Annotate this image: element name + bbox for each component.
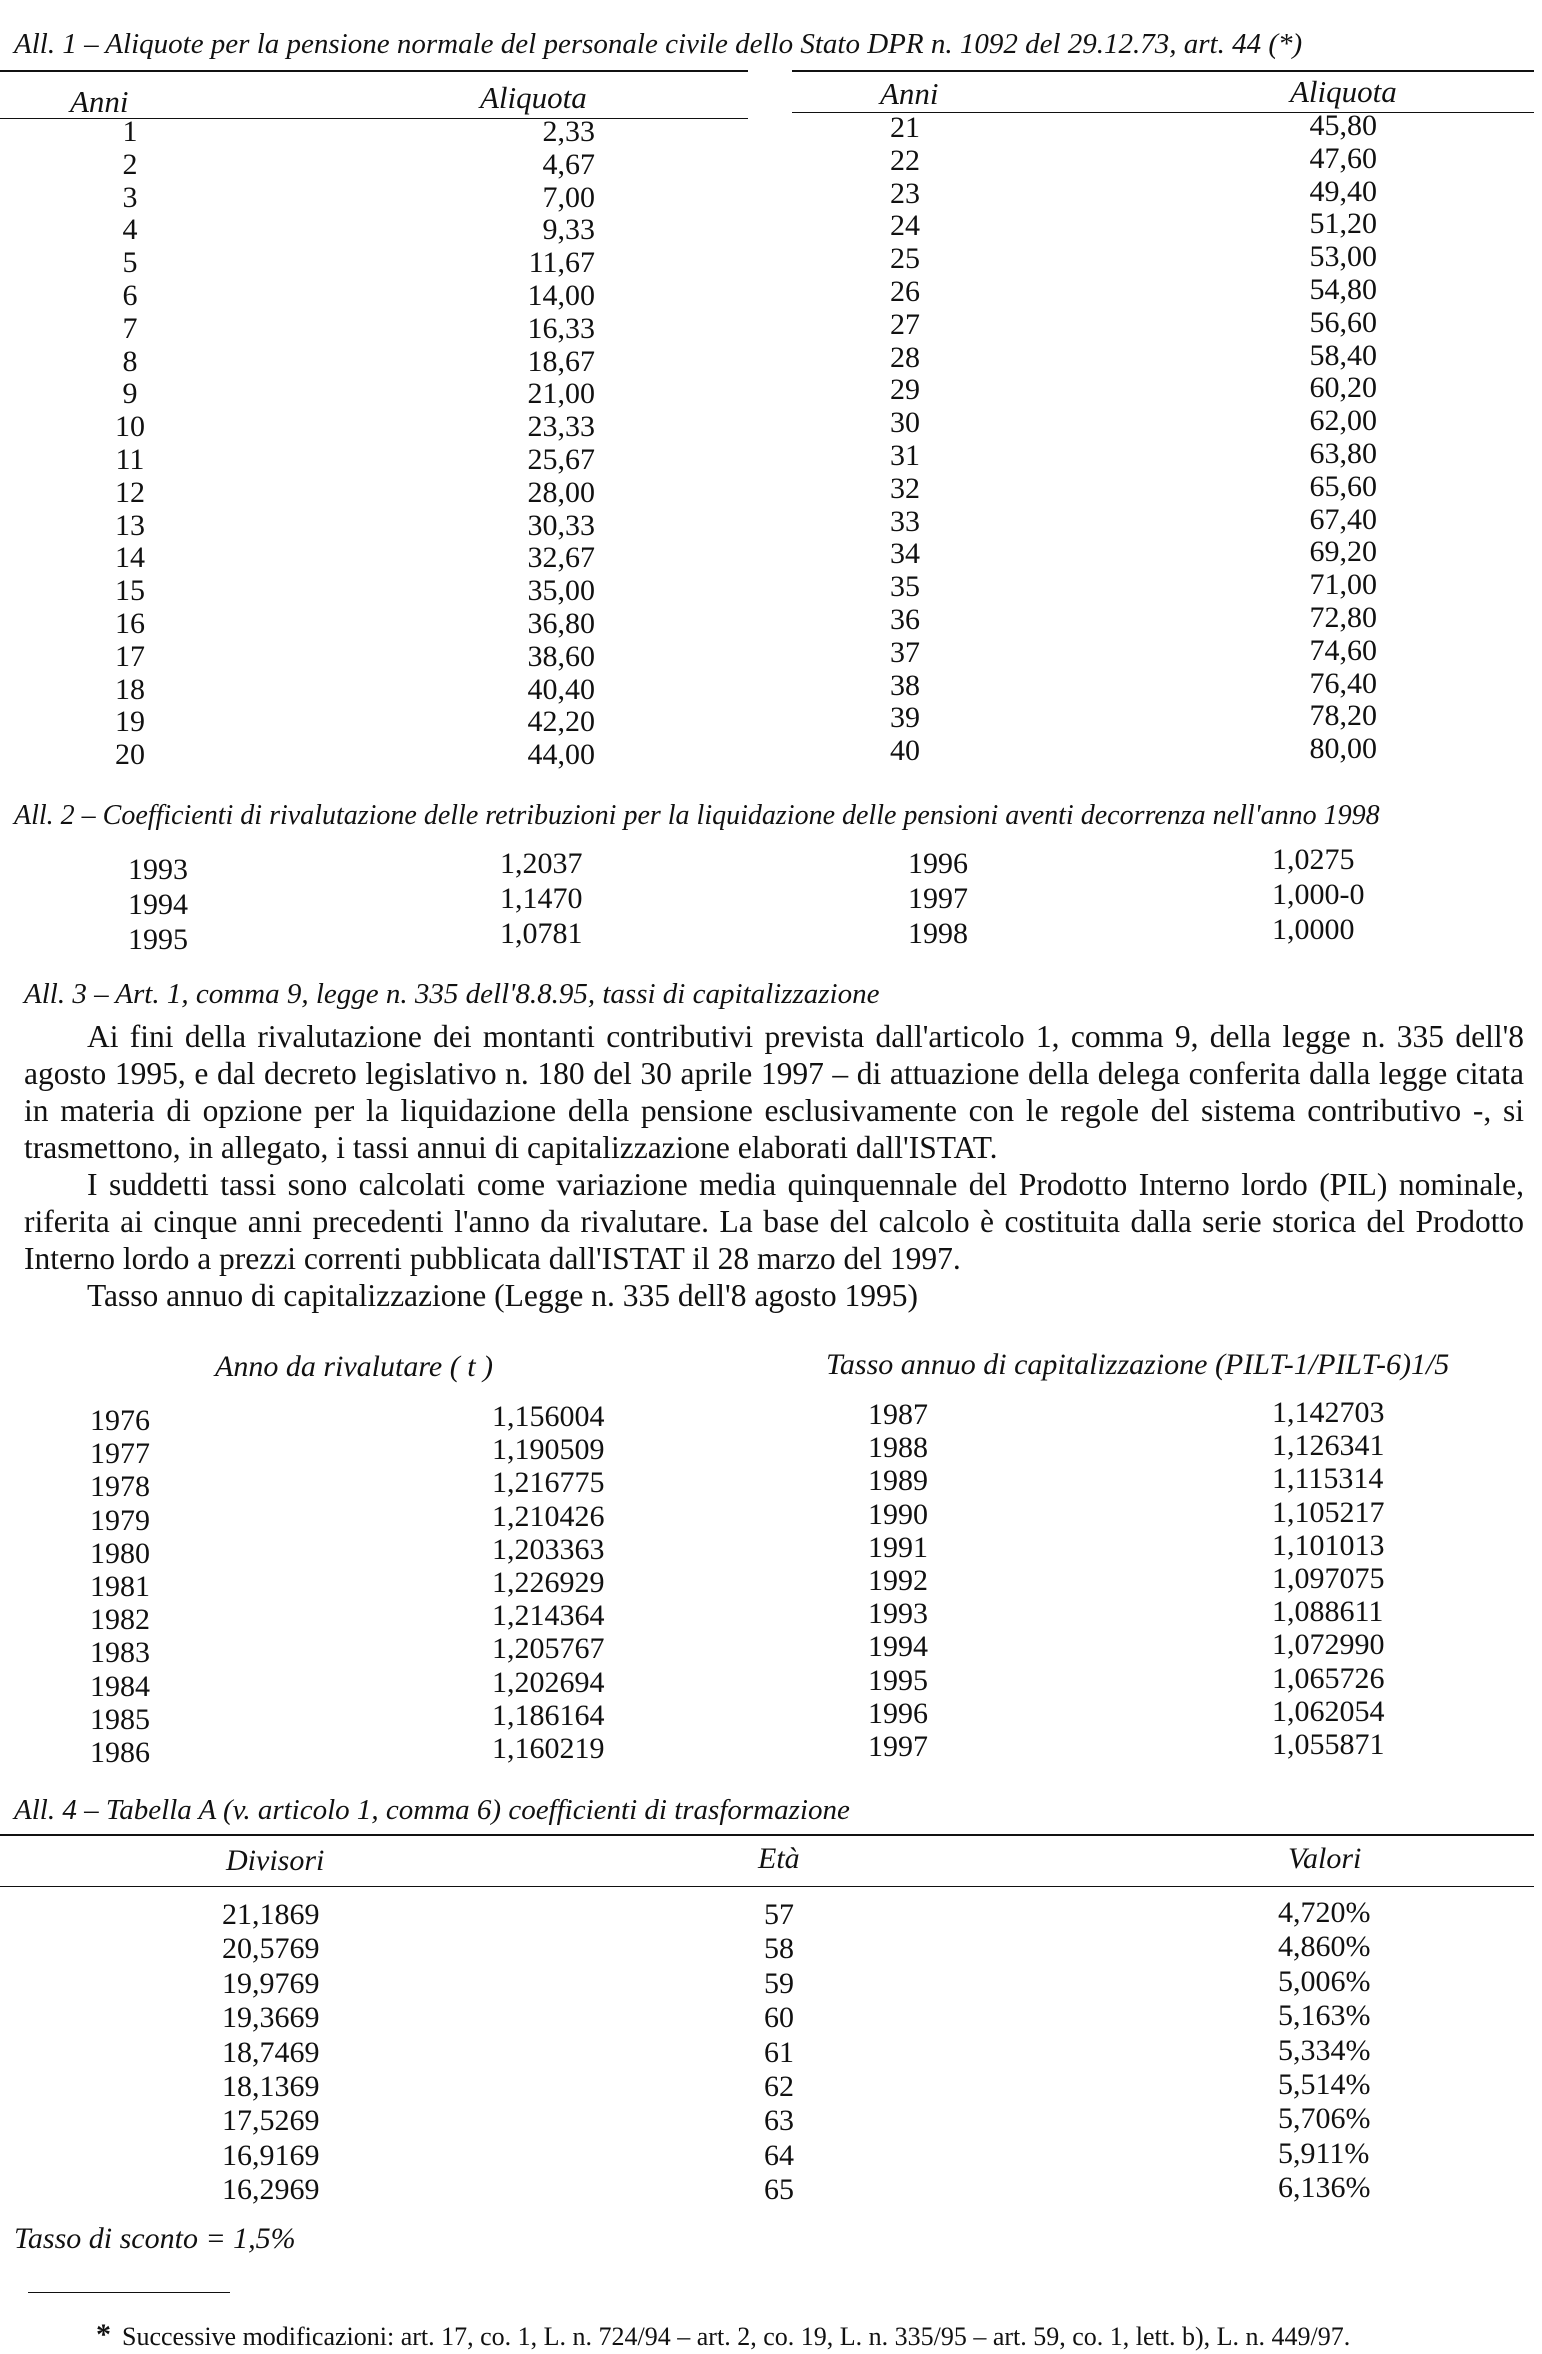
all4-valori-column	[1278, 1896, 1371, 2206]
table-cell: 2	[122, 147, 138, 181]
all1-header-anni-left: Anni	[70, 84, 129, 119]
table-cell: 61	[764, 2035, 794, 2069]
table-cell: 2,33	[542, 115, 595, 148]
table-cell: 63,80	[1309, 436, 1377, 470]
all3-paragraph-3: Tasso annuo di capitalizzazione (Legge n. 335 dell'8 agosto 1995)	[87, 1278, 918, 1313]
table-cell: 19,9769	[222, 1966, 320, 2000]
all1-caption: All. 1 – Aliquote per la pensione normale del personale civile dello Stato DPR n. 1092 del 29.12.73, art. 44 (*)	[14, 28, 1303, 60]
table-cell: 1991	[868, 1530, 928, 1564]
table-cell: 47,60	[1309, 141, 1377, 175]
table-cell: 1990	[868, 1497, 928, 1531]
table-cell: 4,720%	[1278, 1896, 1371, 1929]
table-cell: 10	[115, 410, 145, 444]
table-cell: 74,60	[1309, 633, 1377, 667]
table-cell: 8	[122, 344, 138, 378]
table-cell: 29	[890, 373, 920, 407]
table-cell: 76,40	[1309, 666, 1377, 700]
all4-caption: All. 4 – Tabella A (v. articolo 1, comma 6) coefficienti di trasformazione	[14, 1794, 850, 1826]
table-cell: 1977	[90, 1437, 150, 1471]
all2-right-years	[908, 846, 968, 951]
all3-paragraph-1: Ai fini della rivalutazione dei montanti contributivi prevista dall'articolo 1, comma 9, della legge n. 335 dell'8 agosto 1995, e dal decreto legislativo n. 180 del 30 aprile 1997 – di attuazione della delega conferita dalla legge citata in materia di opzione per la liquidazione della pensione esclusivamente con le regole del sistema contributivo -, si trasmettono, in allegato, i tassi annui di capitalizzazione elaborati dall'ISTAT.	[24, 1019, 1524, 1165]
table-cell: 45,80	[1309, 109, 1377, 142]
table-cell: 35	[890, 570, 920, 604]
table-cell: 11	[115, 442, 145, 476]
table-cell: 1,210426	[492, 1499, 605, 1533]
table-cell: 16,9169	[222, 2138, 320, 2172]
table-cell: 1,205767	[492, 1632, 605, 1666]
table-cell: 14,00	[527, 278, 595, 312]
table-cell: 18,1369	[222, 2069, 320, 2103]
table-cell: 7,00	[542, 180, 595, 214]
table-cell: 4,860%	[1278, 1930, 1371, 1964]
all1-rule-top-right	[792, 70, 1534, 72]
table-cell: 60,20	[1309, 371, 1377, 405]
table-cell: 1,156004	[492, 1400, 605, 1433]
table-cell: 1,000-0	[1272, 878, 1365, 911]
table-cell: 51,20	[1309, 207, 1377, 241]
table-cell: 63	[764, 2104, 794, 2138]
table-cell: 1,105217	[1272, 1495, 1385, 1529]
table-cell: 1989	[868, 1464, 928, 1498]
table-cell: 1,214364	[492, 1599, 605, 1633]
table-cell: 5	[122, 246, 138, 280]
all2-left-years	[128, 852, 188, 957]
table-cell: 21	[890, 111, 920, 144]
table-cell: 42,20	[527, 705, 595, 739]
table-cell: 5,006%	[1278, 1964, 1371, 1998]
table-cell: 1978	[90, 1470, 150, 1504]
table-cell: 80,00	[1309, 732, 1377, 766]
tasso-di-sconto: Tasso di sconto = 1,5%	[14, 2222, 296, 2255]
table-cell: 1,216775	[492, 1466, 605, 1500]
table-cell: 26	[890, 274, 920, 308]
table-cell: 1976	[90, 1404, 150, 1437]
table-cell: 25,67	[527, 442, 595, 476]
table-cell: 3	[122, 180, 138, 214]
table-cell: 62,00	[1309, 404, 1377, 438]
table-cell: 4	[122, 213, 138, 247]
table-cell: 1981	[90, 1569, 150, 1603]
table-cell: 1997	[908, 882, 968, 915]
table-cell: 1,142703	[1272, 1396, 1385, 1429]
table-cell: 30,33	[527, 508, 595, 542]
table-cell: 1982	[90, 1603, 150, 1637]
table-cell: 1993	[128, 853, 188, 886]
table-cell: 18,7469	[222, 2035, 320, 2069]
table-cell: 1993	[868, 1597, 928, 1631]
table-cell: 7	[122, 311, 138, 345]
table-cell: 65	[764, 2173, 794, 2207]
table-cell: 16,33	[527, 311, 595, 345]
all1-header-aliquota-right: Aliquota	[1290, 74, 1397, 109]
table-cell: 1,072990	[1272, 1628, 1385, 1662]
table-cell: 9	[122, 377, 138, 411]
table-cell: 1,0781	[500, 917, 583, 950]
table-cell: 1,115314	[1272, 1462, 1384, 1496]
table-cell: 44,00	[527, 738, 595, 772]
all4-header-valori: Valori	[1288, 1842, 1362, 1875]
table-cell: 49,40	[1309, 174, 1377, 208]
table-cell: 1,126341	[1272, 1429, 1385, 1463]
all1-right-anni-column	[865, 112, 945, 768]
table-cell: 23,33	[527, 410, 595, 444]
footnote-rule	[28, 2292, 230, 2293]
table-cell: 28	[890, 340, 920, 374]
all1-header-anni-right: Anni	[880, 76, 939, 111]
table-cell: 58,40	[1309, 338, 1377, 372]
table-cell: 30	[890, 406, 920, 440]
table-cell: 38,60	[527, 639, 595, 673]
table-cell: 18,67	[527, 344, 595, 378]
table-cell: 1994	[868, 1630, 928, 1664]
table-cell: 5,163%	[1278, 1999, 1371, 2033]
all2-left-values	[500, 846, 583, 951]
table-cell: 5,706%	[1278, 2102, 1371, 2136]
table-cell: 59	[764, 1966, 794, 2000]
table-cell: 1986	[90, 1735, 150, 1769]
table-cell: 1,1470	[500, 882, 583, 915]
table-cell: 1996	[908, 847, 968, 880]
table-cell: 21,1869	[222, 1898, 320, 1931]
table-cell: 12	[115, 475, 145, 509]
table-cell: 60	[764, 2001, 794, 2035]
table-cell: 21,00	[527, 377, 595, 411]
table-cell: 1,202694	[492, 1665, 605, 1699]
all4-header-eta: Età	[758, 1842, 800, 1875]
table-cell: 1,0000	[1272, 913, 1355, 946]
footnote-mark: *	[96, 2318, 111, 2351]
footnote-text: Successive modificazioni: art. 17, co. 1, L. n. 724/94 – art. 2, co. 19, L. n. 335/95 – art. 59, co. 1, lett. b), L. n. 449/97.	[122, 2322, 1351, 2351]
table-cell: 1,190509	[492, 1433, 605, 1467]
table-cell: 16,2969	[222, 2173, 320, 2207]
table-cell: 18	[115, 672, 145, 706]
table-cell: 67,40	[1309, 502, 1377, 536]
table-cell: 1,160219	[492, 1731, 605, 1765]
table-cell: 69,20	[1309, 535, 1377, 569]
table-cell: 78,20	[1309, 699, 1377, 733]
all1-left-anni-column	[90, 116, 170, 772]
table-cell: 1995	[868, 1663, 928, 1697]
table-cell: 62	[764, 2069, 794, 2103]
table-cell: 15	[115, 574, 145, 608]
all4-rule-top	[0, 1834, 1534, 1836]
table-cell: 6,136%	[1278, 2171, 1371, 2205]
table-cell: 14	[115, 541, 145, 575]
all1-right-aliquota-column	[1262, 110, 1377, 766]
all3-header-left: Anno da rivalutare ( t )	[215, 1350, 494, 1383]
table-cell: 1983	[90, 1636, 150, 1670]
table-cell: 1995	[128, 923, 188, 956]
table-cell: 5,911%	[1278, 2136, 1370, 2170]
table-cell: 1984	[90, 1669, 150, 1703]
table-cell: 1985	[90, 1702, 150, 1736]
table-cell: 27	[890, 307, 920, 341]
table-cell: 20,5769	[222, 1932, 320, 1966]
table-cell: 6	[122, 278, 138, 312]
table-cell: 1,0275	[1272, 843, 1355, 876]
table-cell: 23	[890, 176, 920, 210]
table-cell: 64	[764, 2138, 794, 2172]
table-cell: 1980	[90, 1536, 150, 1570]
table-cell: 1,065726	[1272, 1661, 1385, 1695]
table-cell: 17,5269	[222, 2104, 320, 2138]
table-cell: 16	[115, 606, 145, 640]
table-cell: 1,062054	[1272, 1694, 1385, 1728]
table-cell: 1988	[868, 1431, 928, 1465]
table-cell: 1,2037	[500, 847, 583, 880]
table-cell: 1992	[868, 1563, 928, 1597]
table-cell: 25	[890, 242, 920, 276]
all3-body	[24, 1018, 1524, 1314]
all4-eta-column	[764, 1898, 794, 2208]
table-cell: 1,101013	[1272, 1528, 1385, 1562]
table-cell: 9,33	[542, 213, 595, 247]
table-cell: 1,186164	[492, 1698, 605, 1732]
table-cell: 1994	[128, 888, 188, 921]
table-cell: 32	[890, 471, 920, 505]
table-cell: 1998	[908, 917, 968, 950]
table-cell: 11,67	[528, 246, 595, 280]
table-cell: 22	[890, 143, 920, 177]
table-cell: 1,088611	[1272, 1595, 1384, 1629]
table-cell: 28,00	[527, 475, 595, 509]
table-cell: 1997	[868, 1729, 928, 1763]
table-cell: 1,055871	[1272, 1727, 1385, 1761]
table-cell: 1	[122, 115, 138, 148]
table-cell: 1,097075	[1272, 1561, 1385, 1595]
table-cell: 4,67	[542, 147, 595, 181]
table-cell: 1979	[90, 1503, 150, 1537]
table-cell: 1,226929	[492, 1565, 605, 1599]
table-cell: 36,80	[527, 606, 595, 640]
table-cell: 20	[115, 738, 145, 772]
table-cell: 31	[890, 438, 920, 472]
table-cell: 17	[115, 639, 145, 673]
table-cell: 32,67	[527, 541, 595, 575]
all1-header-aliquota-left: Aliquota	[480, 80, 587, 115]
table-cell: 58	[764, 1932, 794, 1966]
table-cell: 1987	[868, 1398, 928, 1431]
all4-rule-header	[0, 1886, 1534, 1887]
table-cell: 38	[890, 668, 920, 702]
table-cell: 5,514%	[1278, 2067, 1371, 2101]
all1-rule-top-left	[0, 70, 748, 72]
table-cell: 36	[890, 602, 920, 636]
all2-right-values	[1272, 842, 1365, 947]
all2-caption: All. 2 – Coefficienti di rivalutazione delle retribuzioni per la liquidazione delle pensioni aventi decorrenza nell'anno 1998	[14, 800, 1380, 831]
table-cell: 71,00	[1309, 568, 1377, 602]
table-cell: 65,60	[1309, 469, 1377, 503]
table-cell: 40	[890, 734, 920, 768]
all4-divisori-column	[222, 1898, 320, 2208]
all3-paragraph-2: I suddetti tassi sono calcolati come variazione media quinquennale del Prodotto Interno lordo (PIL) nominale, riferita ai cinque anni precedenti l'anno da rivalutare. La base del calcolo è costituita dalla serie storica del Prodotto Interno lordo a prezzi correnti pubblicata dall'ISTAT il 28 marzo del 1997.	[24, 1167, 1524, 1276]
table-cell: 1,203363	[492, 1532, 605, 1566]
all3-right-years	[868, 1398, 928, 1763]
table-cell: 39	[890, 701, 920, 735]
table-cell: 40,40	[527, 672, 595, 706]
table-cell: 54,80	[1309, 272, 1377, 306]
table-cell: 1996	[868, 1696, 928, 1730]
table-cell: 53,00	[1309, 240, 1377, 274]
all1-left-aliquota-column	[480, 116, 595, 772]
all4-header-divisori: Divisori	[226, 1844, 325, 1877]
table-cell: 19,3669	[222, 2001, 320, 2035]
table-cell: 5,334%	[1278, 2033, 1371, 2067]
table-cell: 35,00	[527, 574, 595, 608]
table-cell: 56,60	[1309, 305, 1377, 339]
all3-left-values	[492, 1400, 605, 1765]
all3-right-values	[1272, 1396, 1385, 1761]
table-cell: 37	[890, 635, 920, 669]
table-cell: 72,80	[1309, 600, 1377, 634]
all3-left-years	[90, 1404, 150, 1769]
all3-header-right: Tasso annuo di capitalizzazione (PILT-1/PILT-6)1/5	[826, 1348, 1450, 1381]
table-cell: 24	[890, 209, 920, 243]
table-cell: 19	[115, 705, 145, 739]
all3-caption: All. 3 – Art. 1, comma 9, legge n. 335 dell'8.8.95, tassi di capitalizzazione	[24, 978, 880, 1010]
table-cell: 34	[890, 537, 920, 571]
table-cell: 33	[890, 504, 920, 538]
table-cell: 13	[115, 508, 145, 542]
table-cell: 57	[764, 1898, 794, 1931]
